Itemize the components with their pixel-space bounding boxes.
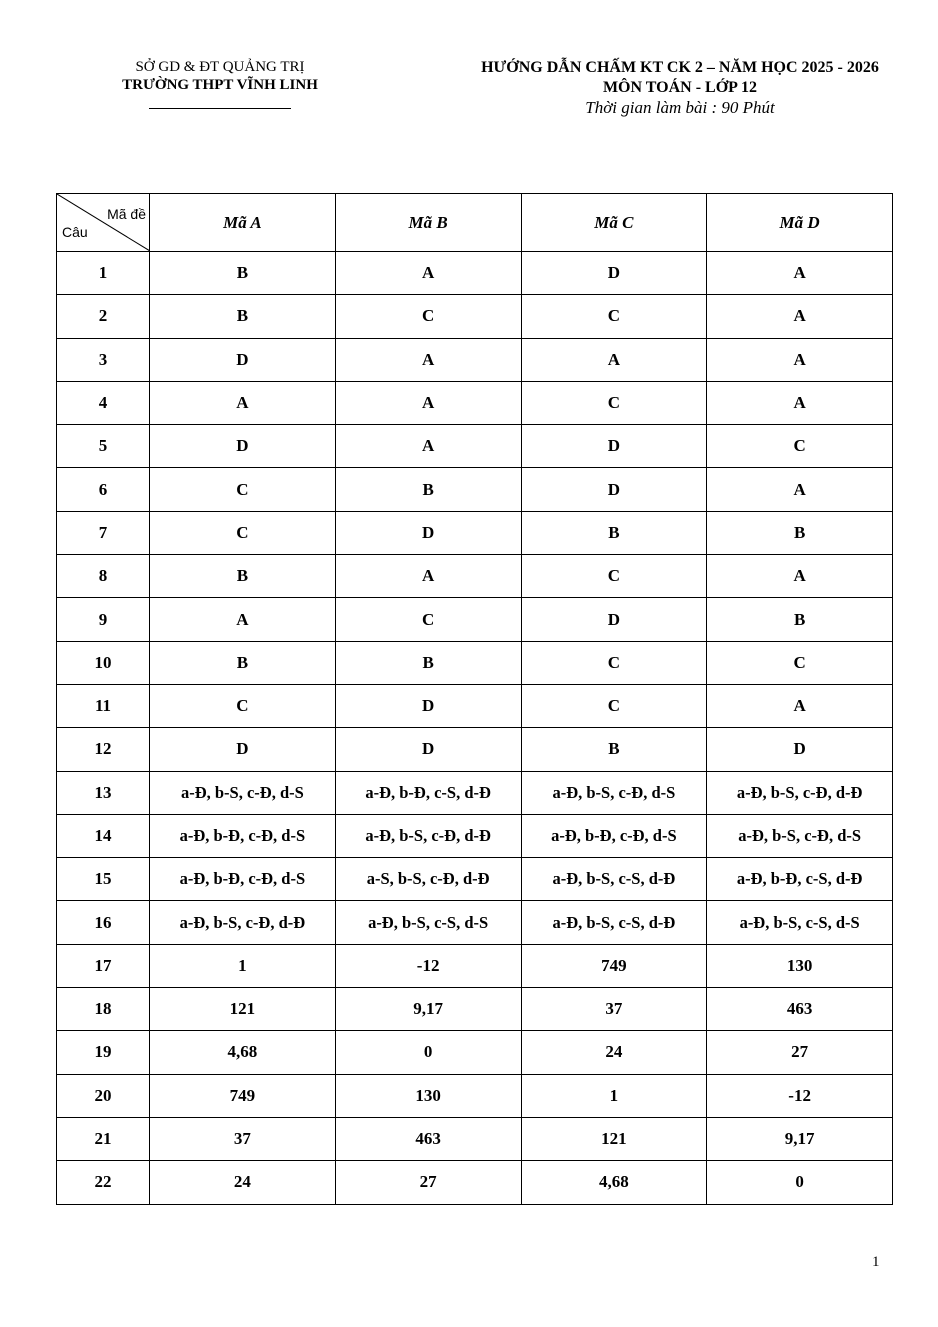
table-row [57, 598, 893, 641]
corner-label-question: Câu [62, 224, 88, 240]
duration-line: Thời gian làm bài : 90 Phút [585, 98, 775, 117]
question-number-cell: 20 [57, 1074, 150, 1117]
table-row [57, 944, 893, 987]
question-number-cell: 1 [57, 252, 150, 295]
question-number-cell: 11 [57, 684, 150, 727]
answer-cell: D [521, 468, 707, 511]
answer-cell: a-Đ, b-S, c-Đ, d-S [150, 771, 336, 814]
answer-cell: 0 [707, 1161, 893, 1204]
table-row [57, 425, 893, 468]
answer-cell: a-Đ, b-S, c-Đ, d-Đ [150, 901, 336, 944]
table-row [57, 468, 893, 511]
answer-cell: B [335, 468, 521, 511]
answer-cell: A [335, 425, 521, 468]
answer-cell: 9,17 [707, 1117, 893, 1160]
table-row [57, 1074, 893, 1117]
answer-cell: D [335, 684, 521, 727]
answer-cell: D [521, 425, 707, 468]
answer-cell: 130 [707, 944, 893, 987]
table-row [57, 858, 893, 901]
answer-cell: A [521, 338, 707, 381]
table-row [57, 728, 893, 771]
question-number-cell: 15 [57, 858, 150, 901]
answer-cell: 37 [150, 1117, 336, 1160]
answer-cell: a-Đ, b-Đ, c-S, d-Đ [335, 771, 521, 814]
page-number: 1 [872, 1254, 880, 1270]
question-number-cell: 2 [57, 295, 150, 338]
header-divider [149, 108, 291, 109]
header-right [380, 58, 938, 118]
answer-cell: a-Đ, b-Đ, c-Đ, d-S [521, 814, 707, 857]
answer-cell: D [150, 425, 336, 468]
answer-cell: 1 [150, 944, 336, 987]
table-row [57, 641, 893, 684]
answer-cell: -12 [335, 944, 521, 987]
answer-cell: B [335, 641, 521, 684]
answer-cell: 27 [707, 1031, 893, 1074]
answer-cell: C [521, 381, 707, 424]
answer-cell: C [707, 641, 893, 684]
answer-cell: C [521, 641, 707, 684]
answer-key-body [57, 252, 893, 1205]
question-number-cell: 12 [57, 728, 150, 771]
answer-cell: A [707, 555, 893, 598]
column-header-ma-b: Mã B [335, 194, 521, 252]
answer-cell: C [521, 295, 707, 338]
question-number-cell: 9 [57, 598, 150, 641]
answer-cell: 121 [150, 988, 336, 1031]
answer-cell: A [707, 468, 893, 511]
table-row [57, 1117, 893, 1160]
answer-cell: 0 [335, 1031, 521, 1074]
answer-cell: 1 [521, 1074, 707, 1117]
question-number-cell: 6 [57, 468, 150, 511]
question-number-cell: 7 [57, 511, 150, 554]
answer-cell: 130 [335, 1074, 521, 1117]
question-number-cell: 4 [57, 381, 150, 424]
answer-cell: A [335, 252, 521, 295]
answer-cell: a-Đ, b-S, c-Đ, d-Đ [707, 771, 893, 814]
answer-cell: C [150, 684, 336, 727]
answer-cell: D [521, 598, 707, 641]
question-number-cell: 14 [57, 814, 150, 857]
answer-cell: a-Đ, b-S, c-Đ, d-Đ [335, 814, 521, 857]
table-row [57, 381, 893, 424]
answer-cell: A [150, 598, 336, 641]
answer-cell: C [521, 684, 707, 727]
header-left [100, 58, 340, 109]
answer-cell: a-Đ, b-Đ, c-Đ, d-S [150, 858, 336, 901]
answer-cell: C [150, 468, 336, 511]
answer-cell: 749 [150, 1074, 336, 1117]
answer-cell: B [707, 511, 893, 554]
answer-cell: 463 [335, 1117, 521, 1160]
answer-cell: A [707, 252, 893, 295]
answer-cell: B [521, 511, 707, 554]
answer-cell: a-S, b-S, c-Đ, d-Đ [335, 858, 521, 901]
question-number-cell: 17 [57, 944, 150, 987]
table-row [57, 684, 893, 727]
answer-cell: B [150, 252, 336, 295]
question-number-cell: 16 [57, 901, 150, 944]
answer-cell: 24 [150, 1161, 336, 1204]
answer-cell: 121 [521, 1117, 707, 1160]
answer-cell: C [707, 425, 893, 468]
question-number-cell: 19 [57, 1031, 150, 1074]
answer-cell: C [521, 555, 707, 598]
answer-cell: a-Đ, b-S, c-Đ, d-S [707, 814, 893, 857]
answer-cell: A [707, 295, 893, 338]
table-row [57, 1161, 893, 1204]
question-number-cell: 13 [57, 771, 150, 814]
answer-cell: a-Đ, b-S, c-S, d-Đ [521, 858, 707, 901]
table-header-row [57, 194, 893, 252]
answer-cell: a-Đ, b-Đ, c-Đ, d-S [150, 814, 336, 857]
answer-cell: D [150, 728, 336, 771]
answer-cell: A [707, 684, 893, 727]
answer-cell: 463 [707, 988, 893, 1031]
answer-cell: C [150, 511, 336, 554]
answer-cell: -12 [707, 1074, 893, 1117]
answer-cell: B [150, 295, 336, 338]
question-number-cell: 22 [57, 1161, 150, 1204]
column-header-ma-d: Mã D [707, 194, 893, 252]
question-number-cell: 10 [57, 641, 150, 684]
table-row [57, 988, 893, 1031]
answer-cell: 9,17 [335, 988, 521, 1031]
table-row [57, 555, 893, 598]
column-header-ma-a: Mã A [150, 194, 336, 252]
answer-cell: D [707, 728, 893, 771]
answer-cell: A [150, 381, 336, 424]
document-title: HƯỚNG DẪN CHẤM KT CK 2 – NĂM HỌC 2025 - 2026 [481, 59, 879, 76]
department-name: SỞ GD & ĐT QUẢNG TRỊ [135, 59, 305, 75]
question-number-cell: 18 [57, 988, 150, 1031]
answer-cell: 37 [521, 988, 707, 1031]
table-row [57, 511, 893, 554]
answer-cell: B [150, 641, 336, 684]
answer-cell: B [521, 728, 707, 771]
school-name: TRƯỜNG THPT VĨNH LINH [122, 77, 318, 93]
question-number-cell: 8 [57, 555, 150, 598]
answer-cell: 749 [521, 944, 707, 987]
answer-cell: B [150, 555, 336, 598]
question-number-cell: 3 [57, 338, 150, 381]
answer-cell: D [335, 511, 521, 554]
answer-cell: a-Đ, b-S, c-Đ, d-S [521, 771, 707, 814]
table-row [57, 901, 893, 944]
answer-cell: a-Đ, b-S, c-S, d-S [335, 901, 521, 944]
answer-cell: 4,68 [521, 1161, 707, 1204]
answer-cell: 4,68 [150, 1031, 336, 1074]
answer-cell: A [335, 381, 521, 424]
answer-cell: D [335, 728, 521, 771]
question-number-cell: 21 [57, 1117, 150, 1160]
answer-cell: a-Đ, b-Đ, c-S, d-Đ [707, 858, 893, 901]
answer-cell: a-Đ, b-S, c-S, d-S [707, 901, 893, 944]
answer-cell: A [707, 381, 893, 424]
subject-line: MÔN TOÁN - LỚP 12 [602, 79, 758, 96]
answer-cell: B [707, 598, 893, 641]
table-row [57, 295, 893, 338]
diagonal-divider [57, 194, 149, 251]
answer-cell: A [707, 338, 893, 381]
question-number-cell: 5 [57, 425, 150, 468]
table-row [57, 814, 893, 857]
answer-cell: A [335, 338, 521, 381]
corner-cell [57, 194, 150, 252]
table-row [57, 252, 893, 295]
answer-cell: D [150, 338, 336, 381]
answer-cell: C [335, 598, 521, 641]
answer-key-table [56, 193, 893, 1205]
table-row [57, 338, 893, 381]
table-row [57, 771, 893, 814]
column-header-ma-c: Mã C [521, 194, 707, 252]
table-row [57, 1031, 893, 1074]
answer-cell: C [335, 295, 521, 338]
corner-label-code: Mã đề [107, 206, 146, 222]
answer-cell: a-Đ, b-S, c-S, d-Đ [521, 901, 707, 944]
answer-cell: 27 [335, 1161, 521, 1204]
answer-cell: D [521, 252, 707, 295]
answer-cell: 24 [521, 1031, 707, 1074]
answer-cell: A [335, 555, 521, 598]
